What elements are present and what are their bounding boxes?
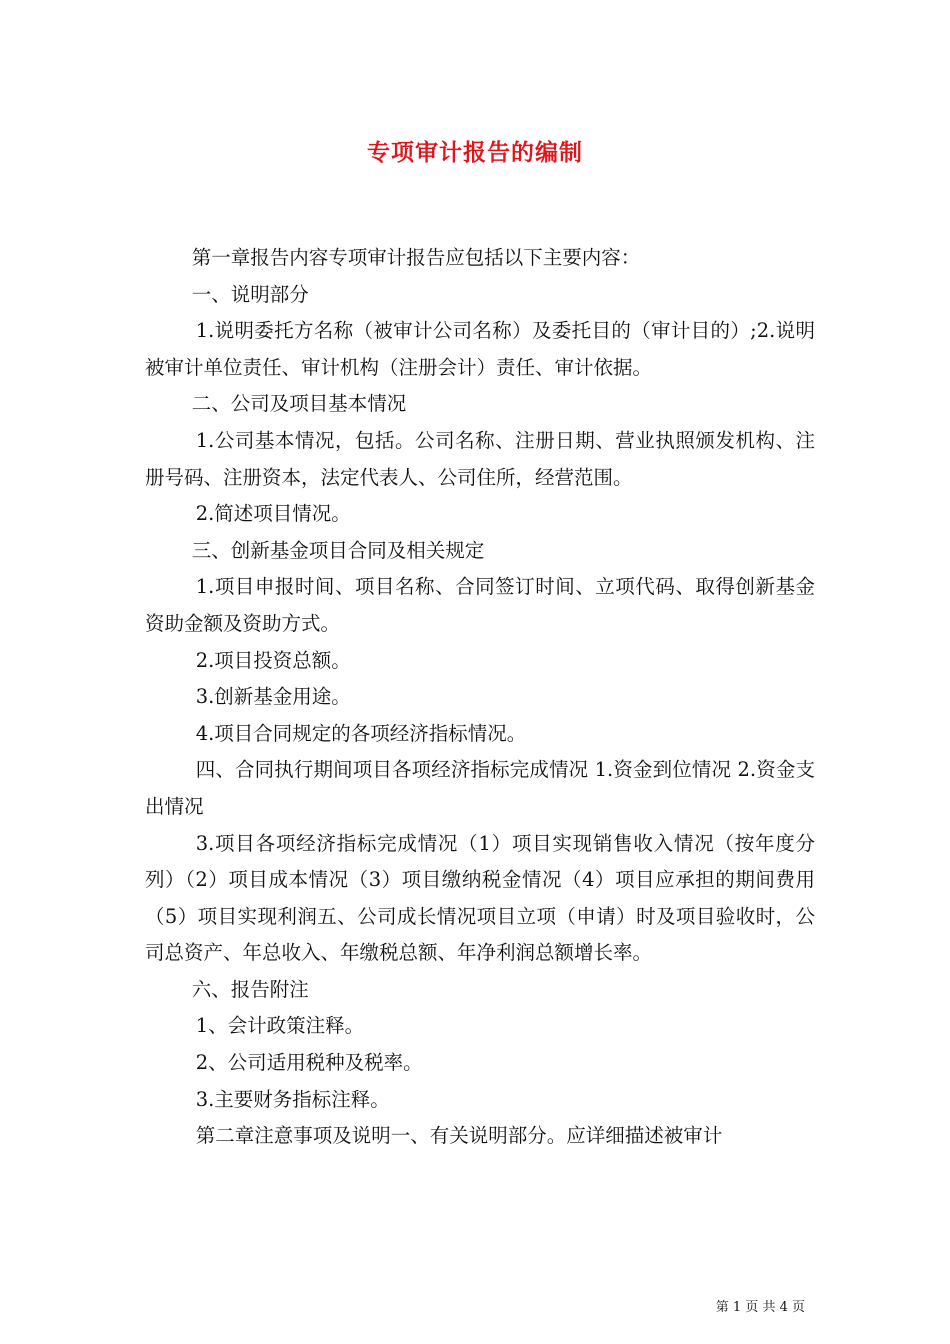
section-heading-4: 四、合同执行期间项目各项经济指标完成情况 1.资金到位情况 2.资金支出情况 <box>145 758 815 818</box>
paragraph: 2、公司适用税种及税率。 <box>195 1051 423 1075</box>
paragraph: 1.公司基本情况，包括。公司名称、注册日期、营业执照颁发机构、注册号码、注册资本，法定代表人、公司住所，经营范围。 <box>145 428 815 489</box>
document-title: 专项审计报告的编制 <box>367 140 583 166</box>
paragraph: 1、会计政策注释。 <box>195 1014 365 1038</box>
paragraph: 1.说明委托方名称（被审计公司名称）及委托目的（审计目的）;2.说明被审计单位责任、审计机构（注册会计）责任、审计依据。 <box>145 319 815 379</box>
paragraph-intro: 第一章报告内容专项审计报告应包括以下主要内容： <box>191 246 641 269</box>
section-heading-1: 一、说明部分 <box>191 282 309 306</box>
paragraph: 4.项目合同规定的各项经济指标情况。 <box>195 721 527 745</box>
paragraph: 3.主要财务指标注释。 <box>195 1087 390 1111</box>
section-heading-2: 二、公司及项目基本情况 <box>191 392 407 416</box>
page-footer: 第 1 页 共 4 页 <box>715 1300 805 1315</box>
paragraph: 2.项目投资总额。 <box>195 648 351 672</box>
paragraph: 2.简述项目情况。 <box>195 502 351 526</box>
paragraph: 3.项目各项经济指标完成情况（1）项目实现销售收入情况（按年度分列）（2）项目成本情况（3）项目缴纳税金情况（4）项目应承担的期间费用（5）项目实现利润五、公司成长情况项目立项（申请）时及项目验收时，公司总资产、年总收入、年缴税总额、年净利润总额增长率。 <box>145 831 815 965</box>
document-body <box>145 240 815 1155</box>
section-heading-6: 六、报告附注 <box>191 977 309 1001</box>
paragraph: 1.项目申报时间、项目名称、合同签订时间、立项代码、取得创新基金资助金额及资助方式。 <box>145 575 815 635</box>
paragraph: 3.创新基金用途。 <box>195 685 351 709</box>
chapter-heading-2: 第二章注意事项及说明一、有关说明部分。应详细描述被审计 <box>195 1124 723 1148</box>
section-heading-3: 三、创新基金项目合同及相关规定 <box>191 538 485 562</box>
